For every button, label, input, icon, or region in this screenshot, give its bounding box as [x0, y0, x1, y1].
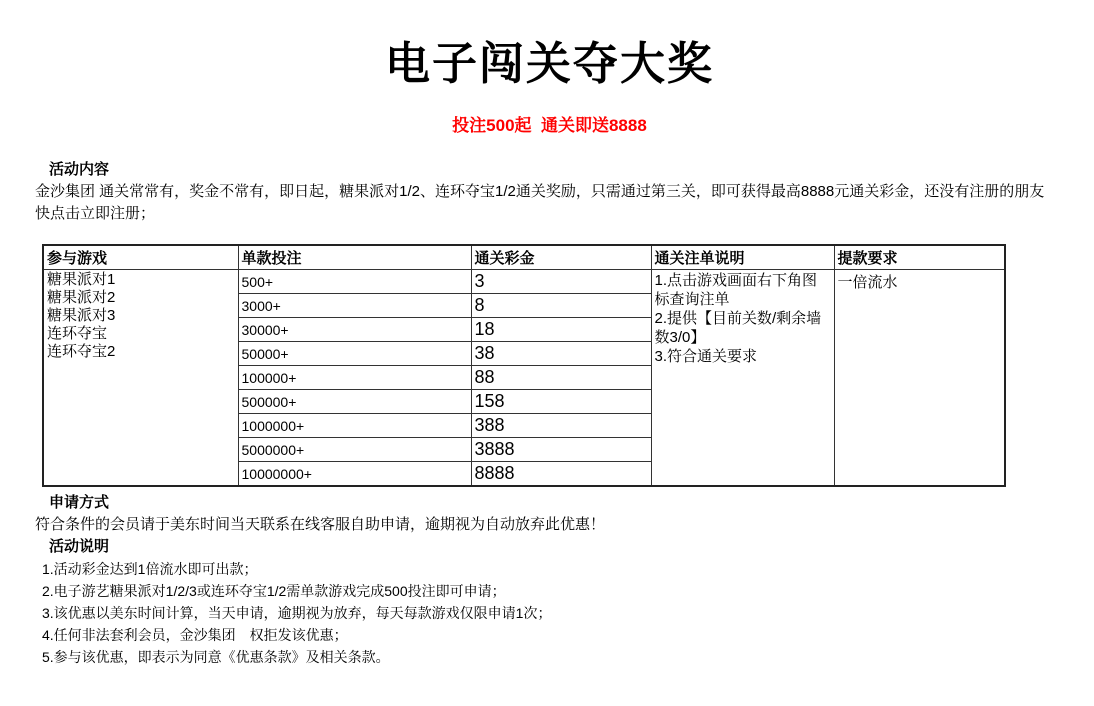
- game-name: 糖果派对3: [47, 307, 116, 324]
- header-withdraw: 提款要求: [834, 245, 1005, 270]
- activity-content-heading: 活动内容: [49, 161, 110, 178]
- bonus-cell: 38: [471, 342, 651, 366]
- rules-list: [35, 558, 1064, 668]
- bet-cell: 5000000+: [238, 438, 471, 462]
- bet-cell: 500000+: [238, 390, 471, 414]
- header-bonus: 通关彩金: [471, 245, 651, 270]
- bet-cell: 10000000+: [238, 462, 471, 487]
- bonus-cell: 18: [471, 318, 651, 342]
- bonus-cell: 8888: [471, 462, 651, 487]
- apply-method-text: 符合条件的会员请于美东时间当天联系在线客服自助申请，逾期视为自动放弃此优惠！: [35, 516, 606, 533]
- activity-intro-line1: 金沙集团 通关常常有，奖金不常有，即日起，糖果派对1/2、连环夺宝1/2通关奖励，只需通过第三关，即可获得最高8888元通关彩金，还没有注册的朋友: [35, 183, 1045, 200]
- promo-subtitle: 投注500起 通关即送8888: [452, 116, 647, 135]
- promo-table: [42, 244, 1006, 487]
- bet-cell: 50000+: [238, 342, 471, 366]
- bonus-cell: 388: [471, 414, 651, 438]
- table-row: [43, 270, 1005, 294]
- notes-cell: [651, 270, 834, 487]
- apply-method-heading: 申请方式: [49, 494, 110, 511]
- rule-item: 1.活动彩金达到1倍流水即可出款；: [42, 561, 258, 577]
- header-bet: 单款投注: [238, 245, 471, 270]
- rule-item: 3.该优惠以美东时间计算，当天申请，逾期视为放弃，每天每款游戏仅限申请1次；: [42, 605, 552, 621]
- bonus-cell: 3888: [471, 438, 651, 462]
- page-title: 电子闯关夺大奖: [384, 38, 714, 89]
- rule-item: 4.任何非法套利会员，金沙集团 权拒发该优惠；: [42, 627, 348, 643]
- rule-item: 2.电子游艺糖果派对1/2/3或连环夺宝1/2需单款游戏完成500投注即可申请；: [42, 583, 506, 599]
- games-cell: [43, 270, 238, 487]
- bonus-cell: 88: [471, 366, 651, 390]
- bet-cell: 30000+: [238, 318, 471, 342]
- game-name: 连环夺宝: [47, 325, 108, 342]
- bet-cell: 1000000+: [238, 414, 471, 438]
- activity-intro-line2: 快点击立即注册；: [35, 205, 156, 222]
- game-name: 糖果派对1: [47, 271, 116, 288]
- note-line: 2.提供【目前关数/剩余墙数3/0】: [654, 310, 822, 346]
- table-header-row: [43, 245, 1005, 270]
- bonus-cell: 8: [471, 294, 651, 318]
- bet-cell: 100000+: [238, 366, 471, 390]
- game-name: 连环夺宝2: [47, 343, 116, 360]
- bet-cell: 500+: [238, 270, 471, 294]
- rule-item: 5.参与该优惠，即表示为同意《优惠条款》及相关条款。: [42, 649, 390, 665]
- activity-rules-heading: 活动说明: [49, 538, 110, 555]
- game-name: 糖果派对2: [47, 289, 116, 306]
- withdraw-cell: 一倍流水: [834, 270, 1005, 487]
- header-games: 参与游戏: [43, 245, 238, 270]
- header-notes: 通关注单说明: [651, 245, 834, 270]
- note-line: 1.点击游戏画面右下角图标查询注单: [654, 272, 818, 308]
- note-line: 3.符合通关要求: [654, 348, 758, 365]
- bet-cell: 3000+: [238, 294, 471, 318]
- bonus-cell: 158: [471, 390, 651, 414]
- bonus-cell: 3: [471, 270, 651, 294]
